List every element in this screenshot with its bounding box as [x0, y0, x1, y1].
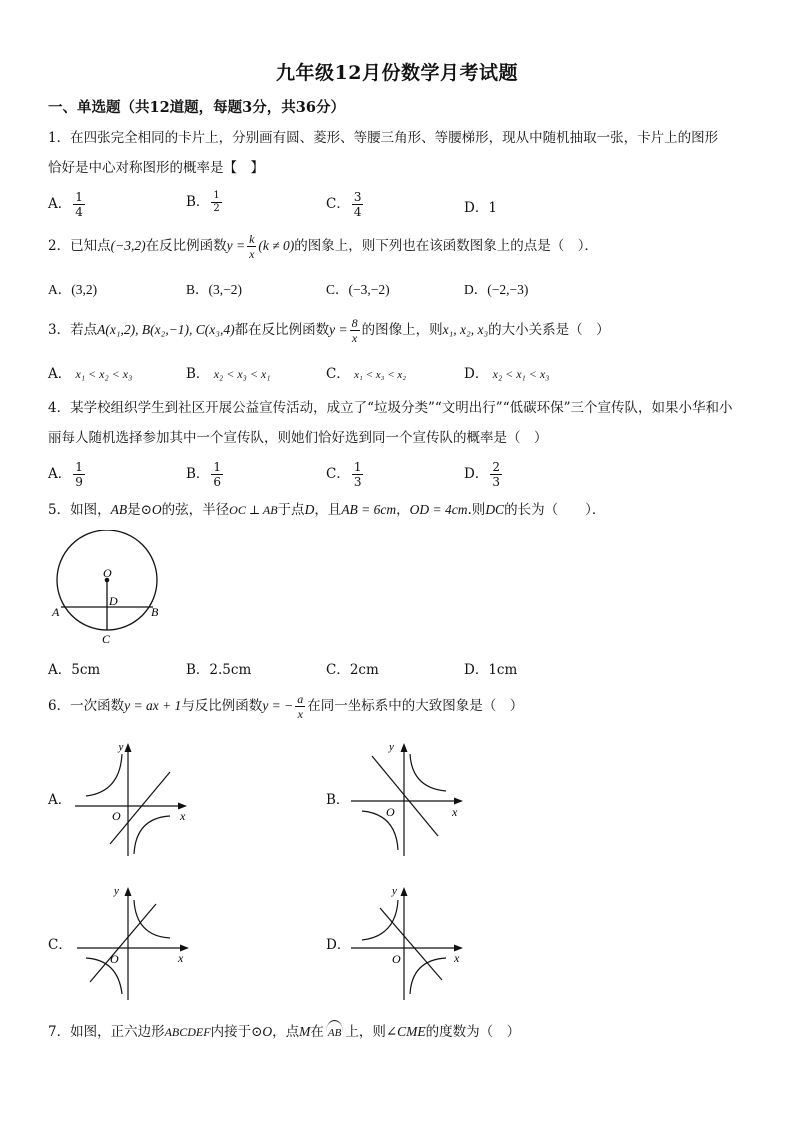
q7-stem: 7．如图，正六边形ABCDEF内接于⊙O，点M在 AB 上，则∠CME的度数为（ ） — [48, 1020, 520, 1045]
line-graph — [372, 756, 438, 836]
origin-label: O — [112, 809, 121, 823]
origin-label: O — [392, 952, 401, 966]
q6-option-b-label: B． — [326, 792, 350, 808]
label-d: D — [109, 594, 118, 608]
y-axis-arrow — [125, 743, 132, 752]
q4-option-c: C． $\frac{1}{3}$ — [326, 460, 362, 489]
x-label: x — [454, 951, 460, 965]
label-a: A — [52, 605, 60, 619]
x-label: x — [452, 805, 458, 819]
y-label: y — [118, 741, 124, 753]
q1-option-c: C． $\frac{3}{4}$ — [326, 190, 362, 219]
y-axis-arrow — [401, 743, 408, 752]
hyperbola-branch-2 — [134, 816, 170, 854]
y-label: y — [392, 885, 397, 897]
hyperbola-branch-1 — [134, 900, 170, 938]
x-label: x — [178, 951, 184, 965]
q4-option-d: D． $\frac{2}{3}$ — [464, 460, 500, 489]
x-axis-arrow — [454, 798, 463, 805]
q4-option-b: B． $\frac{1}{6}$ — [186, 460, 222, 489]
q1-option-a: A． $\frac{1}{4}$ — [48, 190, 83, 219]
hyperbola-branch-1 — [362, 900, 398, 940]
q6-graph-d — [346, 880, 471, 1002]
section-heading: 一、单选题（共12道题，每题3分，共36分） — [48, 99, 345, 116]
q2-option-a: A．(3,2) — [48, 282, 98, 297]
q1-line2: 恰好是中心对称图形的概率是【 】 — [48, 160, 264, 176]
y-axis-arrow — [401, 887, 408, 896]
origin-label: O — [110, 952, 119, 966]
q6-option-c-label: C． — [48, 937, 72, 953]
q3-option-c: C． x₁ < x₃ < x₂ — [326, 366, 407, 382]
q4-option-a: A． $\frac{1}{9}$ — [48, 460, 83, 489]
label-o: O — [103, 566, 112, 580]
q5-circle-figure — [48, 530, 178, 650]
q5-option-c: C．2cm — [326, 662, 379, 678]
q2-stem: 2．已知点(−3,2)在反比例函数y = $\frac{k}{x}$ (k ≠ 0)的图象上，则下列也在该函数图象上的点是（ ）． — [48, 232, 599, 261]
label-c: C — [102, 632, 111, 646]
y-axis-arrow — [125, 887, 132, 896]
q6-graph-b — [346, 736, 471, 858]
q5-option-a: A．5cm — [48, 662, 101, 678]
hyperbola-branch-1 — [86, 754, 122, 796]
q2-option-d: D．(−2,−3) — [464, 282, 529, 297]
line-graph — [380, 908, 442, 980]
label-b: B — [151, 605, 159, 619]
q1-line1: 1．在四张完全相同的卡片上，分别画有圆、菱形、等腰三角形、等腰梯形，现从中随机抽取一张，卡片上的图形 — [48, 130, 719, 146]
q5-option-b: B．2.5cm — [186, 662, 252, 678]
line-graph — [110, 772, 170, 844]
origin-label: O — [386, 805, 395, 819]
q1-option-d: D．1 — [464, 200, 497, 216]
x-label: x — [180, 809, 186, 823]
q4-line1: 4．某学校组织学生到社区开展公益宣传活动，成立了“垃圾分类”“文明出行”“低碳环保”三个宣传队，如果小华和小 — [48, 400, 733, 416]
q6-option-a-label: A． — [48, 792, 72, 808]
q1-option-b: B． $\frac{1}{2}$ — [186, 190, 220, 214]
q6-option-d-label: D． — [326, 937, 351, 953]
q2-option-b: B．(3,−2) — [186, 282, 242, 297]
q5-option-d: D．1cm — [464, 662, 518, 678]
q2-option-c: C．(−3,−2) — [326, 282, 390, 297]
q6-stem: 6．一次函数y = ax + 1与反比例函数y = − $\frac{a}{x}$ 在同一坐标系中的大致图象是（ ） — [48, 692, 524, 721]
q4-line2: 丽每人随机选择参加其中一个宣传队，则她们恰好选到同一个宣传队的概率是（ ） — [48, 430, 548, 446]
q3-option-d: D． x₂ < x₁ < x₃ — [464, 366, 550, 382]
page-title: 九年级12月份数学月考试题 — [276, 62, 518, 84]
hyperbola-branch-1 — [410, 754, 446, 791]
y-label: y — [114, 885, 119, 897]
y-label: y — [389, 741, 394, 753]
q3-option-a: A． x₁ < x₂ < x₃ — [48, 366, 133, 382]
q6-graph-c — [72, 880, 197, 1002]
q3-option-b: B． x₂ < x₃ < x₁ — [186, 366, 271, 382]
q6-graph-a — [70, 736, 195, 858]
q5-stem: 5．如图，AB是⊙O的弦，半径OC ⊥ AB于点D，且AB = 6cm，OD = 4cm.则DC的长为（ ）． — [48, 502, 606, 518]
line-graph — [90, 904, 156, 982]
q3-stem: 3．若点A(x₁,2), B(x₂,−1), C(x₃,4)都在反比例函数y = $\frac{8}{x}$ 的图像上，则x₁, x₂, x₃的大小关系是（ ） — [48, 316, 610, 345]
